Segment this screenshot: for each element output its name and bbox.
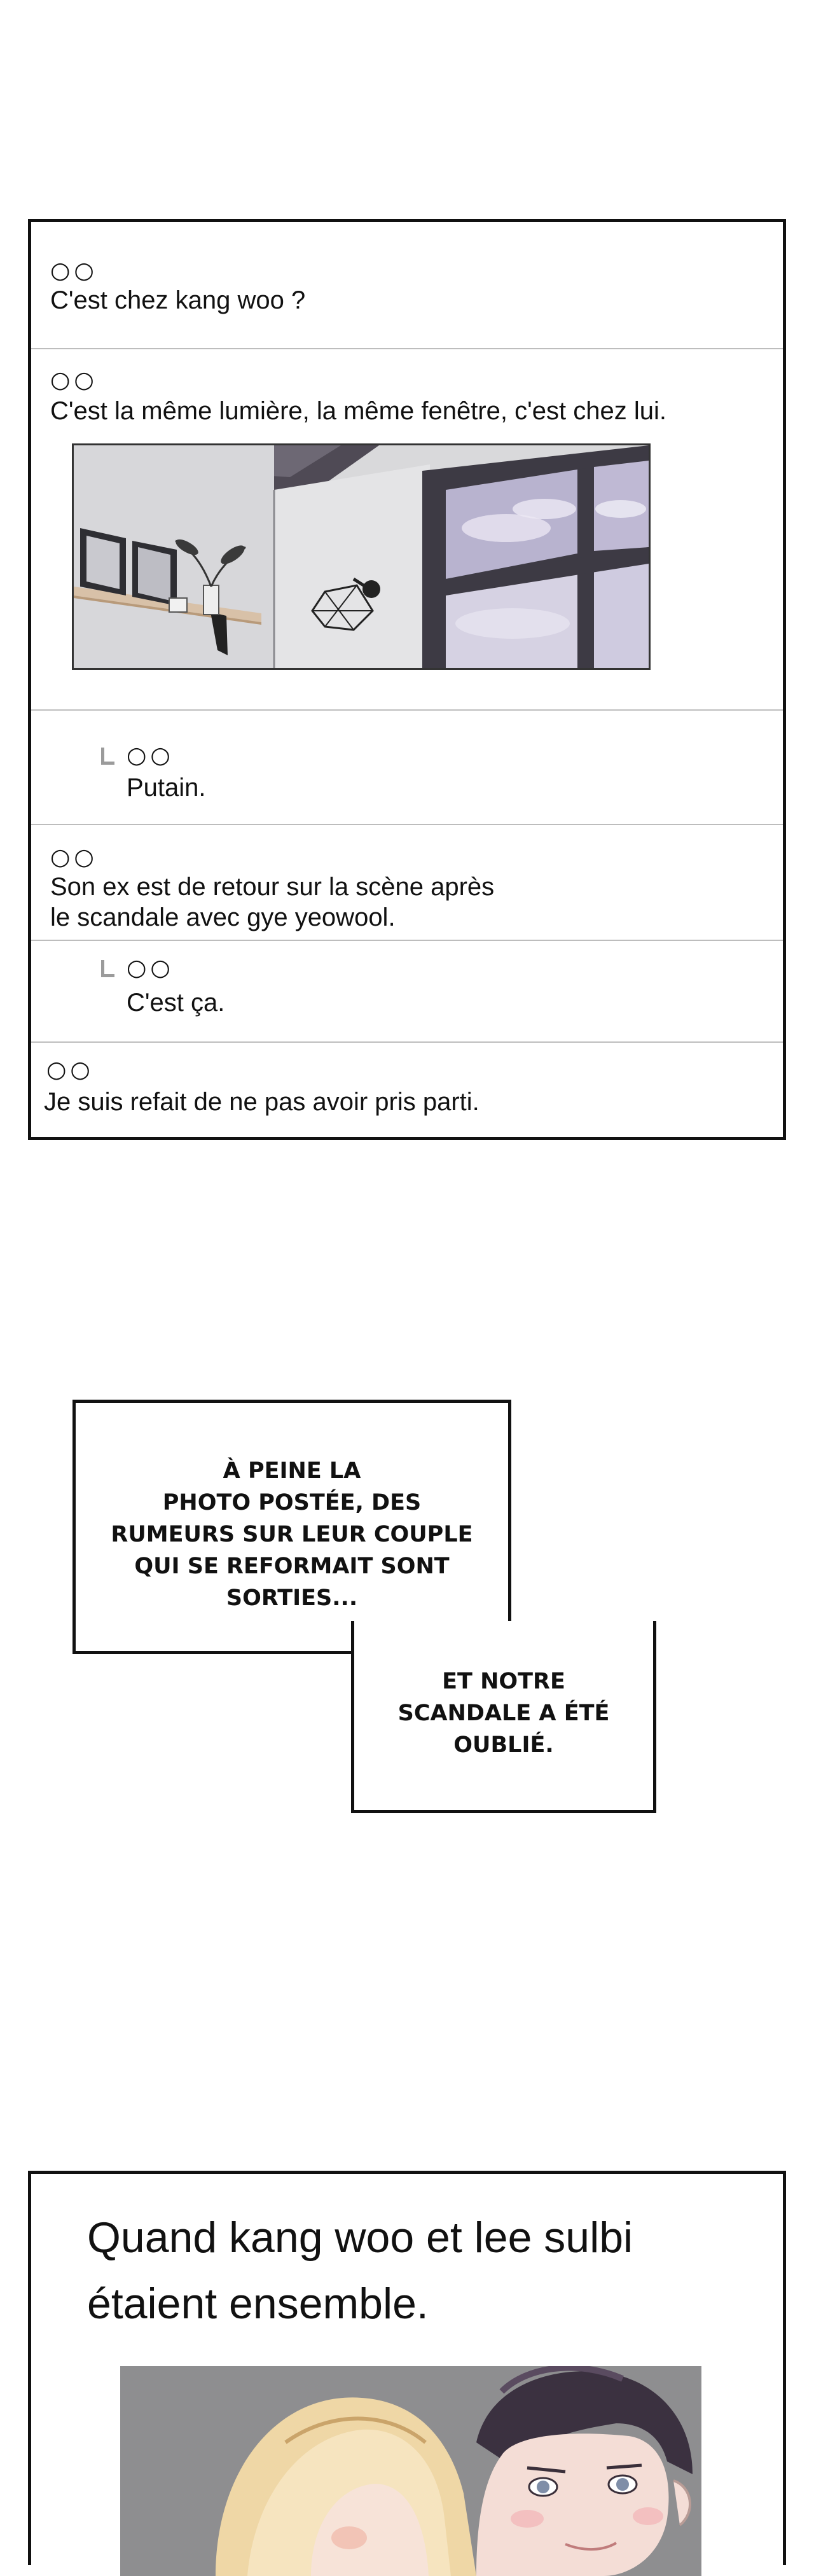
reply-indicator-icon (101, 960, 114, 977)
comment-text: C'est la même lumière, la même fenêtre, c'est chez lui. (50, 397, 666, 425)
caption-line: OUBLIÉ. (453, 1732, 554, 1758)
comment-author: ○○ (46, 1057, 94, 1083)
caption-line: À PEINE LA (223, 1458, 361, 1484)
comment-author: ○○ (50, 844, 98, 870)
comment-item (31, 1043, 783, 1138)
caption-line: SORTIES... (226, 1585, 358, 1611)
caption-line: ET NOTRE (442, 1669, 565, 1694)
caption-box-1 (72, 1400, 511, 1654)
comment-author: ○○ (50, 367, 98, 393)
comment-author: ○○ (50, 258, 98, 284)
caption-line: QUI SE REFORMAIT SONT (134, 1554, 450, 1579)
comment-reply (31, 711, 783, 825)
comment-author: ○○ (127, 955, 174, 981)
comment-text: C'est ça. (127, 989, 225, 1017)
comment-author: ○○ (127, 742, 174, 769)
comment-item (31, 349, 783, 711)
comment-text-line: Son ex est de retour sur la scène après (50, 873, 495, 901)
reply-indicator-icon (101, 748, 114, 765)
comment-reply (31, 941, 783, 1043)
comment-item (31, 825, 783, 941)
comment-board (28, 219, 786, 1140)
comment-text: C'est chez kang woo ? (50, 286, 306, 314)
caption-line: RUMEURS SUR LEUR COUPLE (111, 1522, 473, 1547)
panel-title: Quand kang woo et lee sulbi étaient ensemble. (87, 2213, 633, 2328)
room-photo (72, 443, 651, 670)
comment-text: Putain. (127, 774, 206, 802)
caption-line: PHOTO POSTÉE, DES (162, 1490, 422, 1515)
caption-join (354, 1648, 508, 1652)
bottom-panel (28, 2171, 786, 2565)
comment-item (31, 222, 783, 349)
comment-text-line: le scandale avec gye yeowool. (50, 903, 396, 931)
room-illustration (74, 445, 649, 668)
comment-text: Je suis refait de ne pas avoir pris parti. (44, 1088, 479, 1116)
caption-line: SCANDALE A ÉTÉ (397, 1701, 610, 1726)
